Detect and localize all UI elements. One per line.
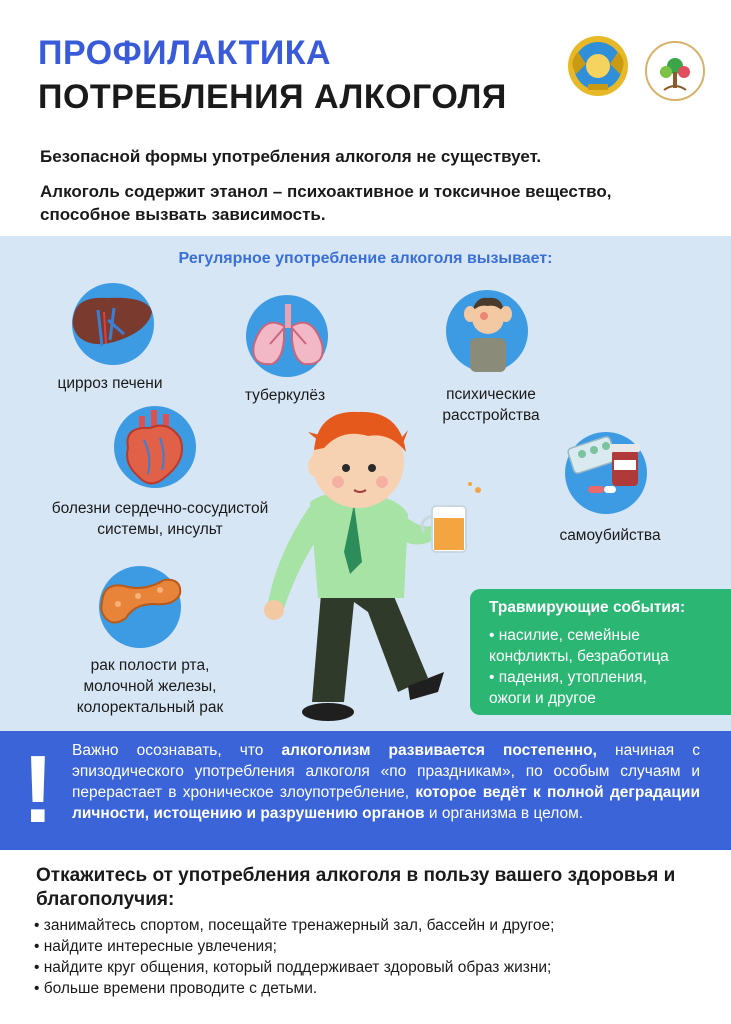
- cardiovascular-label: болезни сердечно-сосудистой системы, инсульт: [51, 500, 269, 538]
- liver-label: цирроз печени: [57, 375, 163, 392]
- ministry-logo-icon: [642, 40, 708, 102]
- page-title-line2: ПОТРЕБЛЕНИЯ АЛКОГОЛЯ: [38, 78, 507, 116]
- pills-icon: [566, 432, 646, 504]
- trauma-item-violence: • насилие, семейные конфликты, безработица: [489, 627, 669, 665]
- page-title-line1: ПРОФИЛАКТИКА: [38, 34, 332, 72]
- heart-icon: [114, 404, 196, 490]
- mental-disorders-label: психические расстройства: [442, 386, 540, 424]
- liver-icon: [68, 290, 158, 354]
- drunk-boy-illustration: [258, 402, 490, 724]
- advice-tip: • занимайтесь спортом, посещайте тренажерный зал, бассейн и другое;: [34, 917, 555, 934]
- lungs-label: туберкулёз: [244, 387, 326, 404]
- exclamation-icon: !: [22, 736, 54, 843]
- trauma-title: Травмирующие события:: [489, 599, 686, 616]
- advice-tip: • больше времени проводите с детьми.: [34, 980, 318, 997]
- lungs-icon: [246, 300, 330, 372]
- advice-tip: • найдите круг общения, который поддерживает здоровый образ жизни;: [34, 959, 552, 976]
- warning-text: Важно осознавать, что алкоголизм развивается постепенно, начиная с эпизодического употребления алкоголя «по праздникам», по особым случаям и перерастает в хроническое злоупотребление, которое ведёт к полной деградации личности, истощению и разрушению органов и организма в целом.: [72, 742, 700, 822]
- advice-title: Откажитесь от употребления алкоголя в пользу вашего здоровья и благополучия:: [36, 865, 676, 910]
- intro-description: Алкоголь содержит этанол – психоактивное и токсичное вещество, способное вызвать зависимость.: [40, 182, 612, 224]
- pancreas-icon: [94, 572, 186, 628]
- trauma-item-accidents: • падения, утопления, ожоги и другое: [489, 669, 647, 707]
- state-emblem-icon: [566, 34, 630, 98]
- advice-tip: • найдите интересные увлечения;: [34, 938, 277, 955]
- consequences-heading: Регулярное употребление алкоголя вызывает:: [178, 250, 553, 267]
- suicide-label: самоубийства: [559, 527, 661, 544]
- intro-statement: Безопасной формы употребления алкоголя не существует.: [40, 147, 542, 166]
- headache-person-icon: [456, 288, 520, 372]
- cancer-label: рак полости рта, молочной железы, колоректальный рак: [76, 657, 224, 716]
